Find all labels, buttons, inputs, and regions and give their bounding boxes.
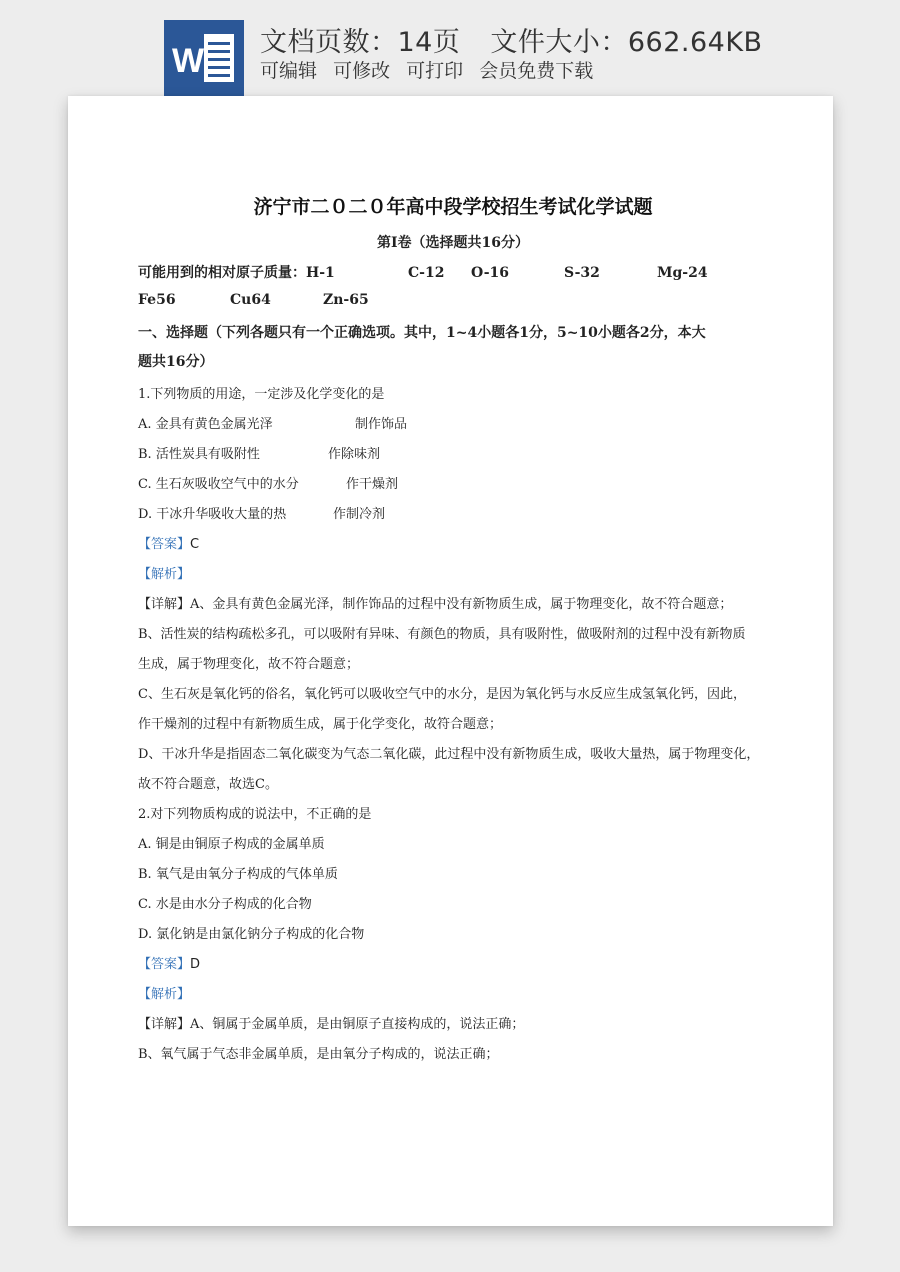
q2-option-a: A. 铜是由铜原子构成的金属单质 (138, 837, 325, 852)
q1-option-a: A. 金具有黄色金属光泽 制作饰品 (138, 417, 408, 432)
feature-modifiable: 可修改 (333, 60, 391, 82)
exam-title: 济宁市二０二０年高中段学校招生考试化学试题 (253, 196, 653, 218)
q1-explain-line: B、活性炭的结构疏松多孔，可以吸附有异味、有颜色的物质，具有吸附性，做吸附剂的过程中没有新物质 (138, 627, 746, 642)
mass-c: C-12 (408, 265, 445, 281)
section-heading: 第Ⅰ卷（选择题共16分） (376, 235, 530, 251)
q2-option-b: B. 氧气是由氧分子构成的气体单质 (138, 867, 338, 882)
q2-explain-line: 【详解】A、铜属于金属单质，是由铜原子直接构成的，说法正确； (138, 1017, 525, 1032)
q1-stem: 1.下列物质的用途，一定涉及化学变化的是 (138, 387, 385, 402)
q2-explain-line: B、氧气属于气态非金属单质，是由氧分子构成的，说法正确； (138, 1047, 499, 1062)
atomic-mass-row-2 (138, 292, 369, 308)
answer-label: 【答案】 (138, 957, 191, 972)
feature-editable: 可编辑 (260, 60, 318, 82)
feature-member-download: 会员免费下载 (479, 60, 594, 82)
mass-s: S-32 (564, 265, 600, 281)
part1-instruction-line1: 一、选择题（下列各题只有一个正确选项。其中，1~4小题各1分，5~10小题各2分，本大 (138, 325, 706, 341)
mass-cu: Cu64 (230, 292, 271, 308)
q1-analysis-label: 【解析】 (138, 567, 191, 582)
feature-printable: 可打印 (406, 60, 464, 82)
q1-explain-line: 【详解】A、金具有黄色金属光泽，制作饰品的过程中没有新物质生成，属于物理变化，故不符合题意； (138, 597, 733, 612)
q2-analysis-label: 【解析】 (138, 987, 191, 1002)
q1-explain-line: D、干冰升华是指固态二氧化碳变为气态二氧化碳，此过程中没有新物质生成，吸收大量热，属于物理变化， (138, 747, 760, 762)
mass-mg: Mg-24 (657, 265, 708, 281)
mass-fe: Fe56 (138, 292, 176, 308)
word-document-icon (164, 20, 244, 96)
file-stats (260, 20, 763, 59)
q1-option-b: B. 活性炭具有吸附性 作除味剂 (138, 447, 381, 462)
q1-explain-line: 故不符合题意，故选C。 (138, 777, 278, 792)
q1-option-d: D. 干冰升华吸收大量的热 作制冷剂 (138, 507, 386, 522)
file-size: 文件大小：662.64KB (490, 27, 763, 58)
q1-answer (138, 533, 199, 552)
mass-o: O-16 (471, 265, 510, 281)
atomic-mass-label: 可能用到的相对原子质量：H-1 (138, 265, 335, 281)
q1-explain-line: 作干燥剂的过程中有新物质生成，属于化学变化，故符合题意； (138, 717, 503, 732)
q2-option-d: D. 氯化钠是由氯化钠分子构成的化合物 (138, 927, 365, 942)
answer-value: C (190, 537, 200, 552)
q2-answer (138, 953, 200, 972)
q1-explain-line: 生成，属于物理变化，故不符合题意； (138, 657, 360, 672)
mass-zn: Zn-65 (323, 292, 369, 308)
document-info-header (0, 0, 900, 96)
word-icon-letter: W (172, 42, 205, 80)
q2-stem: 2.对下列物质构成的说法中，不正确的是 (138, 807, 372, 822)
q2-option-c: C. 水是由水分子构成的化合物 (138, 897, 312, 912)
answer-value: D (190, 957, 201, 972)
answer-label: 【答案】 (138, 537, 191, 552)
q1-option-c: C. 生石灰吸收空气中的水分 作干燥剂 (138, 477, 399, 492)
atomic-mass-row-1 (138, 262, 708, 282)
feature-list (260, 56, 603, 83)
document-page (68, 96, 833, 1226)
page-count: 文档页数：14页 (260, 27, 461, 58)
q1-explain-line: C、生石灰是氧化钙的俗名，氧化钙可以吸收空气中的水分，是因为氧化钙与水反应生成氢氧化钙，因此， (138, 687, 746, 702)
part1-instruction-line2: 题共16分） (138, 354, 214, 370)
